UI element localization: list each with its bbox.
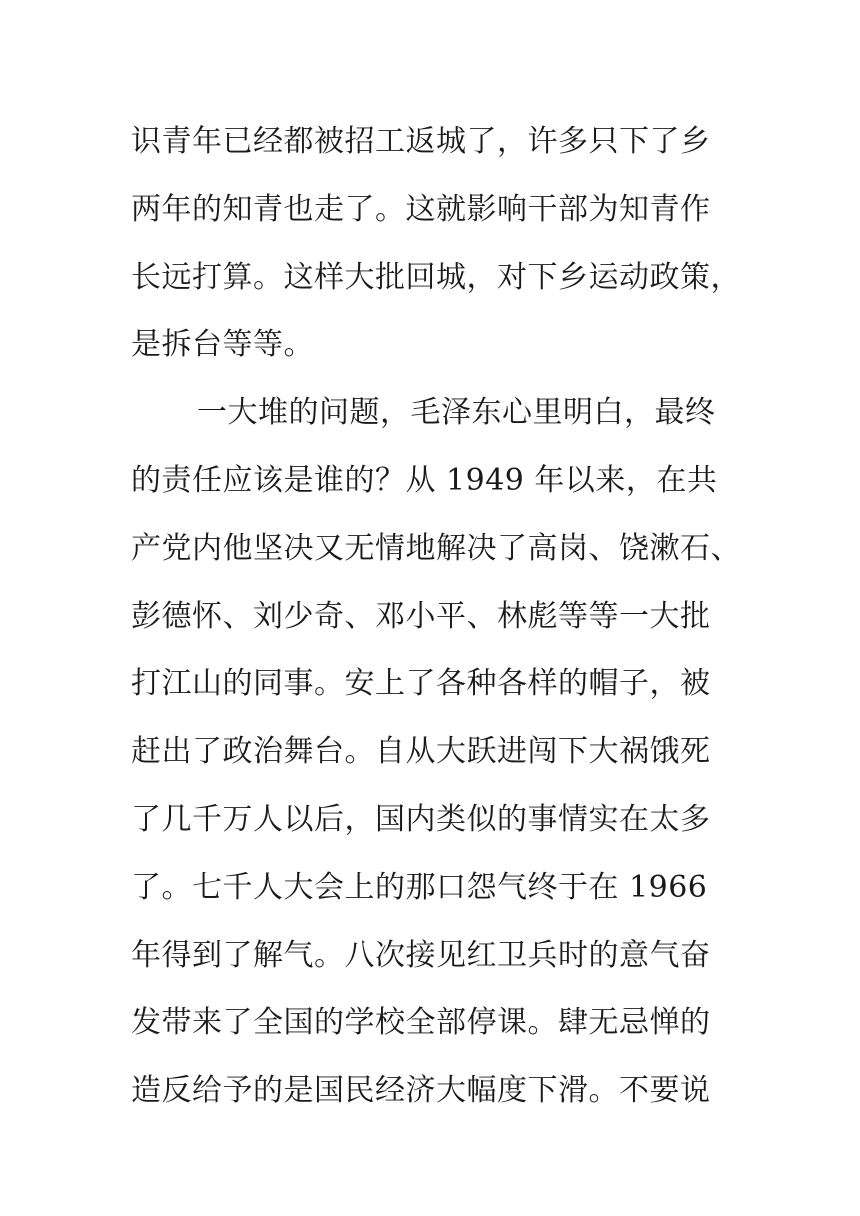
text-line: 两年的知青也走了。这就影响干部为知青作 <box>131 191 711 227</box>
text-line: 彭德怀、刘少奇、邓小平、林彪等等一大批 <box>131 598 711 634</box>
text-line: 了几千万人以后，国内类似的事情实在太多 <box>131 801 711 837</box>
text-line: 是拆台等等。 <box>131 327 314 363</box>
text-line: 识青年已经都被招工返城了，许多只下了乡 <box>131 124 711 159</box>
text-line: 的责任应该是谁的？从 1949 年以来，在共 <box>131 462 718 498</box>
text-line: 了。七千人大会上的那口怨气终于在 1966 <box>131 869 708 905</box>
text-line: 打江山的同事。安上了各种各样的帽子，被 <box>131 666 711 702</box>
text-line: 年得到了解气。八次接见红卫兵时的意气奋 <box>131 937 711 973</box>
text-line: 赶出了政治舞台。自从大跃进闯下大祸饿死 <box>131 734 711 770</box>
text-line: 长远打算。这样大批回城，对下乡运动政策， <box>131 259 741 295</box>
text-line: 产党内他坚决又无情地解决了高岗、饶漱石、 <box>131 530 741 566</box>
text-line: 造反给予的是国民经济大幅度下滑。不要说 <box>131 1073 711 1109</box>
body-text <box>131 108 771 1125</box>
paragraph-start-line: 一大堆的问题，毛泽东心里明白，最终 <box>197 395 716 431</box>
text-line: 发带来了全国的学校全部停课。肆无忌惮的 <box>131 1005 711 1041</box>
